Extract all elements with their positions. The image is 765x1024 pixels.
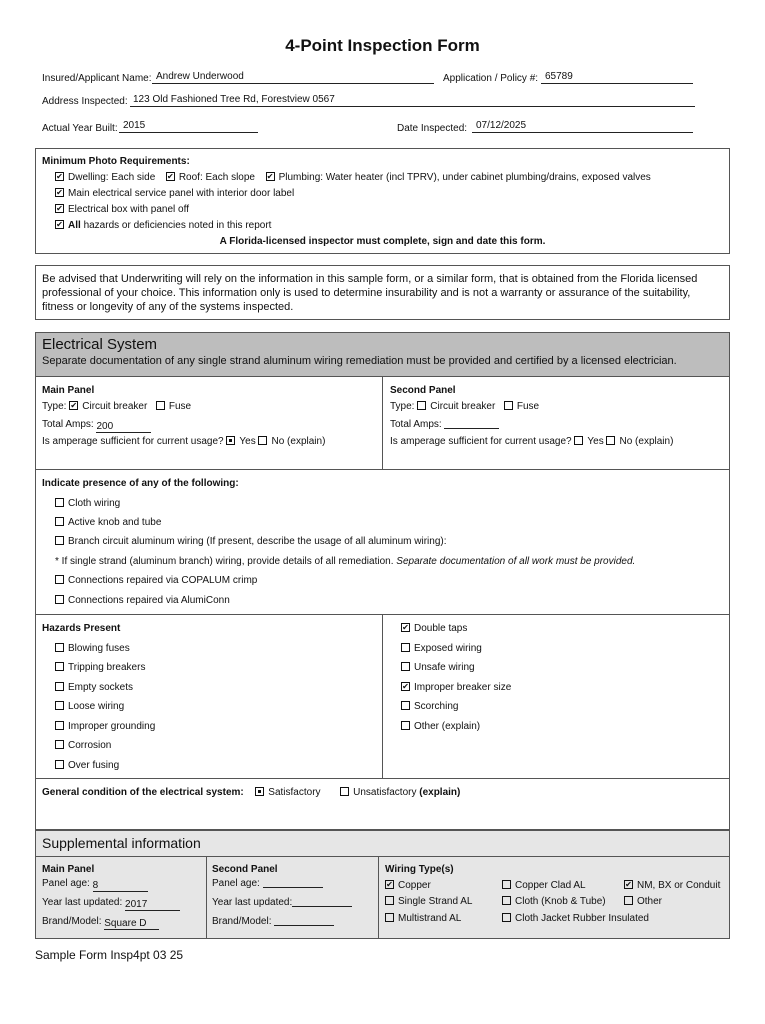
- hazard-checkbox[interactable]: [401, 623, 410, 632]
- panel-checkbox[interactable]: [55, 188, 64, 197]
- supp-second-age-row: [212, 878, 323, 889]
- main-amps-row: [42, 419, 151, 433]
- presence-heading: Indicate presence of any of the following:: [42, 478, 239, 489]
- hazard-improper-breaker-size: Improper breaker size: [414, 682, 512, 693]
- hazard-loose-wiring: Loose wiring: [68, 701, 125, 712]
- supp-main-updated-row: [42, 897, 180, 911]
- advisory-text: Be advised that Underwriting will rely on the information in this sample form, or a similar form, that is obtained from the Florida licensed professional of your choice. This information only is used to determine insurability and is not a warranty or assurance of the suitability, fitness or longevity of any of the systems inspected.: [42, 273, 698, 313]
- satisfactory-radio[interactable]: [255, 787, 264, 796]
- cloth-wiring-text: Cloth wiring: [68, 498, 121, 509]
- supp-second-brand-label: Brand/Model:: [212, 916, 272, 927]
- alumiconn-text: Connections repaired via AlumiConn: [68, 595, 230, 606]
- hazard-checkbox[interactable]: [55, 701, 64, 710]
- hazard-checkbox[interactable]: [55, 643, 64, 652]
- supp-second-heading: Second Panel: [212, 864, 278, 875]
- photo-req-heading: Minimum Photo Requirements:: [42, 156, 190, 167]
- plumbing-checkbox[interactable]: [266, 172, 275, 181]
- supp-main-age-label: Panel age:: [42, 878, 90, 889]
- supp-main-age-field[interactable]: 8: [93, 880, 148, 892]
- main-breaker-text: Circuit breaker: [82, 401, 148, 412]
- main-no-radio[interactable]: [258, 436, 267, 445]
- second-amps-field[interactable]: [444, 428, 499, 429]
- copalum-checkbox[interactable]: [55, 575, 64, 584]
- main-no-text: No (explain): [271, 436, 326, 447]
- second-sufficient-row: [390, 436, 673, 447]
- main-amps-label: Total Amps:: [42, 419, 94, 430]
- inspector-notice: A Florida-licensed inspector must complete, sign and date this form.: [219, 236, 546, 247]
- second-amps-row: [390, 419, 499, 430]
- supp-main-updated-label: Year last updated:: [42, 897, 123, 908]
- hazard-blowing-fuses: Blowing fuses: [68, 643, 130, 654]
- hazard-checkbox[interactable]: [401, 682, 410, 691]
- wiring-other-text: Other: [637, 896, 663, 907]
- wiring-cloth-jacket-text: Cloth Jacket Rubber Insulated: [515, 913, 649, 924]
- second-fuse-checkbox[interactable]: [504, 401, 513, 410]
- second-fuse-text: Fuse: [516, 401, 540, 412]
- hazard-other: Other (explain): [414, 721, 481, 732]
- knob-tube-checkbox[interactable]: [55, 517, 64, 526]
- date-label: Date Inspected:: [397, 123, 468, 134]
- policy-field[interactable]: 65789: [545, 71, 573, 82]
- main-sufficient-text: Is amperage sufficient for current usage?: [42, 436, 224, 447]
- main-yes-text: Yes: [239, 436, 256, 447]
- box-checkbox[interactable]: [55, 204, 64, 213]
- plumbing-text: Plumbing: Water heater (incl TPRV), under cabinet plumbing/drains, exposed valves: [278, 172, 651, 183]
- hazard-corrosion: Corrosion: [68, 740, 112, 751]
- main-panel-heading: Main Panel: [42, 385, 95, 396]
- hazard-checkbox[interactable]: [55, 760, 64, 769]
- second-amps-label: Total Amps:: [390, 419, 442, 430]
- second-yes-text: Yes: [587, 436, 604, 447]
- general-condition-row: [42, 787, 460, 798]
- hazard-checkbox[interactable]: [401, 643, 410, 652]
- hazard-unsafe-wiring: Unsafe wiring: [414, 662, 475, 673]
- main-type-label: Type:: [42, 401, 67, 412]
- dwelling-text: Dwelling: Each side: [68, 172, 156, 183]
- second-sufficient-text: Is amperage sufficient for current usage?: [390, 436, 572, 447]
- footer-form-id: Sample Form Insp4pt 03 25: [35, 948, 184, 962]
- alumiconn-checkbox[interactable]: [55, 595, 64, 604]
- address-field[interactable]: 123 Old Fashioned Tree Rd, Forestview 0567: [133, 94, 335, 105]
- second-panel-heading: Second Panel: [390, 385, 456, 396]
- branch-aluminum-text: Branch circuit aluminum wiring (If present, describe the usage of all aluminum wiring):: [68, 536, 447, 547]
- main-panel-type-row: [42, 401, 191, 412]
- note-plain: * If single strand (aluminum branch) wiring, provide details of all remediation.: [55, 556, 394, 567]
- satisfactory-text: Satisfactory: [268, 787, 321, 798]
- hazards-text: hazards or deficiencies noted in this report: [83, 220, 272, 231]
- wiring-other-checkbox[interactable]: [624, 896, 633, 905]
- supp-second-brand-row: [212, 916, 334, 927]
- hazard-checkbox[interactable]: [55, 662, 64, 671]
- date-field[interactable]: 07/12/2025: [476, 120, 527, 131]
- address-label: Address Inspected:: [42, 96, 128, 107]
- hazard-checkbox[interactable]: [55, 682, 64, 691]
- main-sufficient-row: [42, 436, 325, 447]
- hazard-checkbox[interactable]: [401, 701, 410, 710]
- hazard-exposed-wiring: Exposed wiring: [414, 643, 482, 654]
- hazard-scorching: Scorching: [414, 701, 459, 712]
- unsatisfactory-text: Unsatisfactory: [353, 787, 417, 798]
- supp-main-brand-label: Brand/Model:: [42, 916, 102, 927]
- all-text: All: [68, 220, 81, 231]
- photo-req-line-1: [55, 172, 651, 183]
- hazard-empty-sockets: Empty sockets: [68, 682, 134, 693]
- hazard-double-taps: Double taps: [414, 623, 468, 634]
- hazard-tripping-breakers: Tripping breakers: [68, 662, 146, 673]
- second-panel-type-row: [390, 401, 539, 412]
- second-type-label: Type:: [390, 401, 415, 412]
- wiring-cloth-kt-checkbox[interactable]: [502, 896, 511, 905]
- applicant-field[interactable]: Andrew Underwood: [156, 71, 244, 82]
- wiring-clad-text: Copper Clad AL: [515, 880, 586, 891]
- unsatisfactory-radio[interactable]: [340, 787, 349, 796]
- wiring-multi-text: Multistrand AL: [398, 913, 462, 924]
- supplemental-title: Supplemental information: [42, 835, 201, 851]
- wiring-copper-text: Copper: [398, 880, 431, 891]
- hazard-checkbox[interactable]: [55, 740, 64, 749]
- second-no-text: No (explain): [619, 436, 674, 447]
- main-fuse-checkbox[interactable]: [156, 401, 165, 410]
- year-built-label: Actual Year Built:: [42, 123, 118, 134]
- remediation-note: [55, 556, 635, 567]
- copalum-text: Connections repaired via COPALUM crimp: [68, 575, 258, 586]
- electrical-title: Electrical System: [42, 336, 158, 353]
- hazards-checkbox[interactable]: [55, 220, 64, 229]
- supp-second-age-field[interactable]: [263, 887, 323, 888]
- hazard-over-fusing: Over fusing: [68, 760, 120, 771]
- note-italic: Separate documentation of all work must be provided.: [396, 556, 636, 567]
- panel-text: Main electrical service panel with interior door label: [68, 188, 295, 199]
- hazards-heading: Hazards Present: [42, 623, 121, 634]
- wiring-heading: Wiring Type(s): [385, 864, 454, 875]
- explain-text: (explain): [419, 787, 461, 798]
- box-text: Electrical box with panel off: [68, 204, 189, 215]
- main-amps-field[interactable]: 200: [96, 421, 151, 433]
- wiring-nm-checkbox[interactable]: [624, 880, 633, 889]
- wiring-multi-checkbox[interactable]: [385, 913, 394, 922]
- branch-aluminum-checkbox[interactable]: [55, 536, 64, 545]
- dwelling-checkbox[interactable]: [55, 172, 64, 181]
- supp-second-updated-row: [212, 897, 352, 908]
- wiring-single-checkbox[interactable]: [385, 896, 394, 905]
- supp-main-heading: Main Panel: [42, 864, 95, 875]
- policy-label: Application / Policy #:: [443, 73, 539, 84]
- wiring-nm-text: NM, BX or Conduit: [637, 880, 721, 891]
- year-built-field[interactable]: 2015: [123, 120, 146, 131]
- second-yes-radio[interactable]: [574, 436, 583, 445]
- main-fuse-text: Fuse: [168, 401, 192, 412]
- supp-second-brand-field[interactable]: [274, 925, 334, 926]
- main-breaker-checkbox[interactable]: [69, 401, 78, 410]
- hazard-checkbox[interactable]: [401, 662, 410, 671]
- roof-checkbox[interactable]: [166, 172, 175, 181]
- second-breaker-text: Circuit breaker: [430, 401, 496, 412]
- wiring-clad-checkbox[interactable]: [502, 880, 511, 889]
- supp-main-updated-field[interactable]: 2017: [125, 899, 180, 911]
- wiring-cloth-kt-text: Cloth (Knob & Tube): [515, 896, 606, 907]
- wiring-copper-checkbox[interactable]: [385, 880, 394, 889]
- hazard-checkbox[interactable]: [401, 721, 410, 730]
- main-yes-radio[interactable]: [226, 436, 235, 445]
- roof-text: Roof: Each slope: [178, 172, 255, 183]
- supp-second-updated-label: Year last updated:: [212, 897, 293, 908]
- applicant-label: Insured/Applicant Name:: [42, 73, 152, 84]
- second-no-radio[interactable]: [606, 436, 615, 445]
- wiring-cloth-jacket-checkbox[interactable]: [502, 913, 511, 922]
- supp-main-age-row: [42, 878, 148, 892]
- second-breaker-checkbox[interactable]: [417, 401, 426, 410]
- supp-main-brand-field[interactable]: Square D: [104, 918, 159, 930]
- hazard-checkbox[interactable]: [55, 721, 64, 730]
- supp-second-age-label: Panel age:: [212, 878, 260, 889]
- wiring-single-text: Single Strand AL: [398, 896, 473, 907]
- hazard-improper-grounding: Improper grounding: [68, 721, 156, 732]
- supp-main-brand-row: [42, 916, 159, 930]
- supp-second-updated-field[interactable]: [292, 906, 352, 907]
- electrical-subtitle: Separate documentation of any single strand aluminum wiring remediation must be provided and certified by a licensed electrician.: [42, 355, 677, 367]
- cloth-wiring-checkbox[interactable]: [55, 498, 64, 507]
- knob-tube-text: Active knob and tube: [68, 517, 162, 528]
- form-title: 4-Point Inspection Form: [285, 36, 480, 55]
- general-condition-label: General condition of the electrical system:: [42, 787, 244, 798]
